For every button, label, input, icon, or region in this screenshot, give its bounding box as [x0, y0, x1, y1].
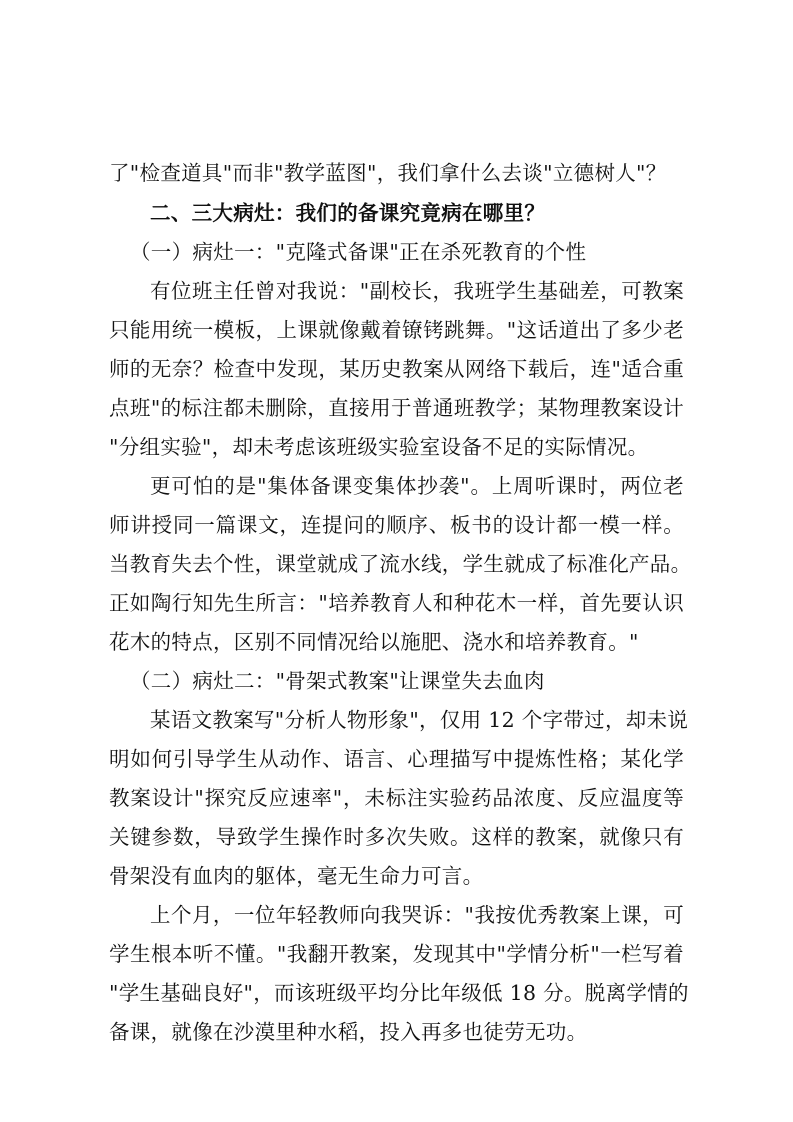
paragraph-line: "分组实验"，却未考虑该班级实验室设备不足的实际情况。: [109, 435, 649, 459]
paragraph-line: 学生根本听不懂。"我翻开教案，发现其中"学情分析"一栏写着: [109, 942, 684, 966]
paragraph-line: 花木的特点，区别不同情况给以施肥、浇水和培养教育。": [109, 630, 639, 654]
paragraph-line: 教案设计"探究反应速率"，未标注实验药品浓度、反应温度等: [109, 786, 684, 810]
paragraph-line: 关键参数，导致学生操作时多次失败。这样的教案，就像只有: [109, 825, 684, 849]
paragraph-line: 骨架没有血肉的躯体，毫无生命力可言。: [109, 864, 484, 888]
paragraph-line: 正如陶行知先生所言："培养教育人和种花木一样，首先要认识: [109, 591, 684, 615]
section-heading: 二、三大病灶：我们的备课究竟病在哪里？: [150, 201, 546, 225]
subsection-heading: （一）病灶一："克隆式备课"正在杀死教育的个性: [130, 240, 587, 264]
paragraph-line: 当教育失去个性，课堂就成了流水线，学生就成了标准化产品。: [109, 552, 692, 576]
paragraph-line: 上个月，一位年轻教师向我哭诉："我按优秀教案上课，可: [150, 903, 684, 927]
paragraph-line: "学生基础良好"，而该班级平均分比年级低 18 分。脱离学情的: [109, 981, 689, 1005]
paragraph-line: 只能用统一模板，上课就像戴着镣铐跳舞。"这话道出了多少老: [109, 318, 684, 342]
paragraph-line: 师讲授同一篇课文，连提问的顺序、板书的设计都一模一样。: [109, 513, 684, 537]
paragraph-line: 点班"的标注都未删除，直接用于普通班教学；某物理教案设计: [109, 396, 684, 420]
paragraph-line: 师的无奈？检查中发现，某历史教案从网络下载后，连"适合重: [109, 357, 684, 381]
paragraph-line: 明如何引导学生从动作、语言、心理描写中提炼性格；某化学: [109, 747, 684, 771]
paragraph-line: 某语文教案写"分析人物形象"，仅用 12 个字带过，却未说: [150, 708, 689, 732]
subsection-heading: （二）病灶二："骨架式教案"让课堂失去血肉: [130, 669, 545, 693]
paragraph-line: 更可怕的是"集体备课变集体抄袭"。上周听课时，两位老: [150, 474, 684, 498]
paragraph-line: 备课，就像在沙漠里种水稻，投入再多也徒劳无功。: [109, 1020, 588, 1044]
paragraph-line: 有位班主任曾对我说："副校长，我班学生基础差，可教案: [150, 279, 684, 303]
text-line: 了"检查道具"而非"教学蓝图"，我们拿什么去谈"立德树人"？: [109, 161, 667, 185]
